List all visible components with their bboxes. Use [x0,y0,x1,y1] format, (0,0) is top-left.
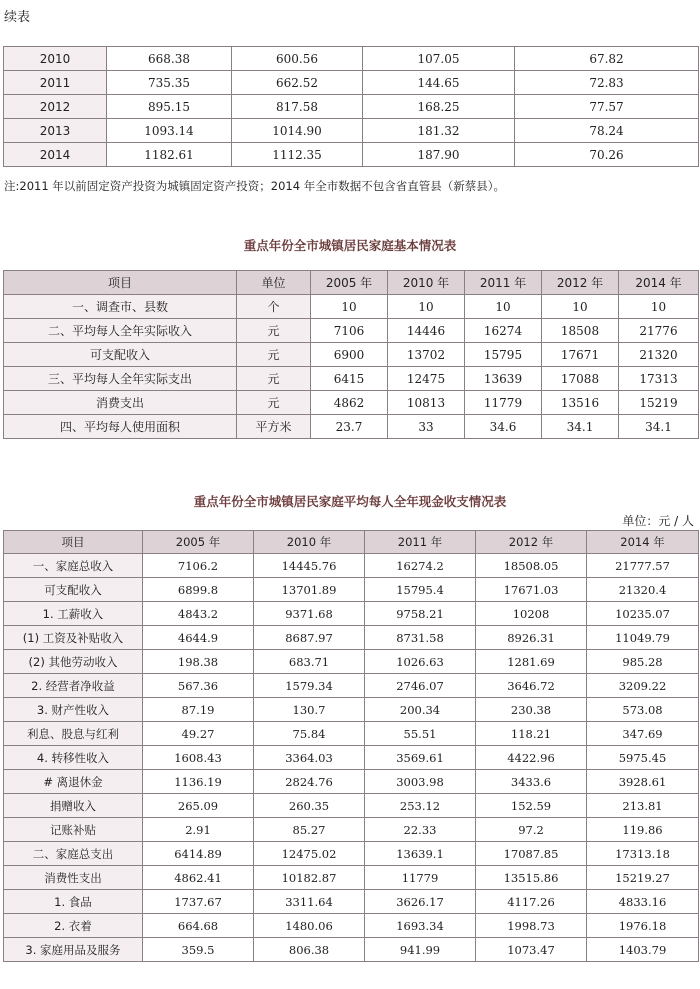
table2-title: 重点年份全市城镇居民家庭平均每人全年现金收支情况表 [193,494,507,509]
table-cell: 3209.22 [587,674,699,698]
table-cell: 2. 衣着 [4,914,143,938]
table-cell: 17088 [542,367,619,391]
household-basic-table [3,270,699,439]
table-cell: 806.38 [254,938,365,962]
table-cell: 67.82 [515,47,699,71]
table-cell: 15795.4 [365,578,476,602]
table-cell: 1976.18 [587,914,699,938]
table-cell: 10 [311,295,388,319]
table-cell: 16274.2 [365,554,476,578]
table-cell: 15219 [619,391,699,415]
table-header-row [4,271,699,295]
table-cell: 利息、股息与红利 [4,722,143,746]
table-cell: 6900 [311,343,388,367]
table-row [4,578,699,602]
table-cell: 单位 [237,271,311,295]
table-cell: 107.05 [363,47,515,71]
table-cell: 二、平均每人全年实际收入 [4,319,237,343]
table-row [4,319,699,343]
table-cell: 2. 经营者净收益 [4,674,143,698]
table-cell: 12475.02 [254,842,365,866]
table-cell: 347.69 [587,722,699,746]
table-row [4,626,699,650]
table-cell: 1093.14 [107,119,232,143]
table-cell: 1. 工薪收入 [4,602,143,626]
table-cell: 3433.6 [476,770,587,794]
table-row [4,391,699,415]
table-row [4,914,699,938]
table-cell: 记账补贴 [4,818,143,842]
table-cell: 消费性支出 [4,866,143,890]
table-cell: 2824.76 [254,770,365,794]
table-cell: 2746.07 [365,674,476,698]
table-cell: 75.84 [254,722,365,746]
table-cell: 10 [465,295,542,319]
table-cell: 1136.19 [143,770,254,794]
table-cell: 16274 [465,319,542,343]
table-cell: 11779 [365,866,476,890]
table-row [4,794,699,818]
table-cell: 13701.89 [254,578,365,602]
table-cell: 2014 [4,143,107,167]
table-cell: 13515.86 [476,866,587,890]
table-cell: 13639.1 [365,842,476,866]
table-row [4,554,699,578]
table-cell: 1608.43 [143,746,254,770]
unit-label: 单位：元 / 人 [622,514,694,528]
table-cell: 817.58 [232,95,363,119]
table-cell: 152.59 [476,794,587,818]
table-cell: 1026.63 [365,650,476,674]
table-cell: 70.26 [515,143,699,167]
table-cell: 130.7 [254,698,365,722]
table-cell: 4843.2 [143,602,254,626]
table-cell: 119.86 [587,818,699,842]
table-cell: 7106.2 [143,554,254,578]
table-cell: 118.21 [476,722,587,746]
table-cell: 668.38 [107,47,232,71]
table-cell: 34.6 [465,415,542,439]
table-cell: 2.91 [143,818,254,842]
table-cell: 662.52 [232,71,363,95]
table1-title: 重点年份全市城镇居民家庭基本情况表 [243,238,457,253]
table-cell: 4644.9 [143,626,254,650]
table-cell: 1073.47 [476,938,587,962]
table-cell: 265.09 [143,794,254,818]
table-cell: 1693.34 [365,914,476,938]
table-cell: 3. 财产性收入 [4,698,143,722]
investment-table-continued [3,46,699,167]
table-cell: 元 [237,367,311,391]
table-cell: 97.2 [476,818,587,842]
table-cell: 6414.89 [143,842,254,866]
table-row [4,698,699,722]
table-cell: 17313 [619,367,699,391]
table-cell: 33 [388,415,465,439]
table-cell: 2013 [4,119,107,143]
table-cell: 21320.4 [587,578,699,602]
table-row [4,746,699,770]
table-cell: 2014 年 [587,531,699,554]
table-cell: 1281.69 [476,650,587,674]
table-cell: 10 [542,295,619,319]
table-cell: 1182.61 [107,143,232,167]
table-cell: 72.83 [515,71,699,95]
table-cell: 15795 [465,343,542,367]
table-cell: 7106 [311,319,388,343]
table-row [4,722,699,746]
table-cell: 14445.76 [254,554,365,578]
table-cell: 187.90 [363,143,515,167]
table-cell: 3646.72 [476,674,587,698]
table-cell: 2010 [4,47,107,71]
table-cell: 2005 年 [143,531,254,554]
table-cell: 2012 年 [476,531,587,554]
table-cell: 683.71 [254,650,365,674]
table-row [4,415,699,439]
table-cell: 项目 [4,531,143,554]
table-cell: 10208 [476,602,587,626]
table-cell: 985.28 [587,650,699,674]
table-cell: 21777.57 [587,554,699,578]
table-cell: 213.81 [587,794,699,818]
table-cell: 9371.68 [254,602,365,626]
table-cell: 2011 年 [365,531,476,554]
table-cell: 2010 年 [254,531,365,554]
table-cell: 4. 转移性收入 [4,746,143,770]
table-cell: 21320 [619,343,699,367]
table-cell: 4862.41 [143,866,254,890]
table-cell: 8687.97 [254,626,365,650]
table-cell: 14446 [388,319,465,343]
table-cell: 260.35 [254,794,365,818]
table-cell: 21776 [619,319,699,343]
table-cell: 13639 [465,367,542,391]
table-cell: 735.35 [107,71,232,95]
table-cell: 18508 [542,319,619,343]
table-cell: 2005 年 [311,271,388,295]
table-cell: 78.24 [515,119,699,143]
table-cell: 17087.85 [476,842,587,866]
table-row [4,770,699,794]
table-cell: 23.7 [311,415,388,439]
table-cell: 4862 [311,391,388,415]
table-cell: 1998.73 [476,914,587,938]
table-cell: 个 [237,295,311,319]
table-cell: 元 [237,391,311,415]
table-row [4,367,699,391]
table-cell: 34.1 [542,415,619,439]
table-row [4,890,699,914]
table-header-row [4,531,699,554]
table-cell: 元 [237,319,311,343]
table-cell: 567.36 [143,674,254,698]
table-cell: # 离退休金 [4,770,143,794]
table-cell: 49.27 [143,722,254,746]
table-cell: 2012 年 [542,271,619,295]
table-cell: 200.34 [365,698,476,722]
table-cell: 一、家庭总收入 [4,554,143,578]
table-row [4,866,699,890]
table-cell: 1480.06 [254,914,365,938]
table-cell: 三、平均每人全年实际支出 [4,367,237,391]
table-cell: 4833.16 [587,890,699,914]
table-row [4,674,699,698]
table-cell: 168.25 [363,95,515,119]
table-cell: 6415 [311,367,388,391]
table-row [4,71,699,95]
table-cell: 项目 [4,271,237,295]
table-cell: 3. 家庭用品及服务 [4,938,143,962]
table-cell: 3311.64 [254,890,365,914]
table-cell: 600.56 [232,47,363,71]
table-cell: 11049.79 [587,626,699,650]
table-row [4,650,699,674]
table-cell: 9758.21 [365,602,476,626]
table-cell: 元 [237,343,311,367]
table-cell: 10 [619,295,699,319]
table-row [4,95,699,119]
table-cell: 3569.61 [365,746,476,770]
table-row [4,818,699,842]
table-cell: 34.1 [619,415,699,439]
table-cell: 181.32 [363,119,515,143]
table-cell: 13516 [542,391,619,415]
table-cell: 12475 [388,367,465,391]
table-row [4,343,699,367]
table-cell: 17671 [542,343,619,367]
table-cell: 8926.31 [476,626,587,650]
table-cell: 10 [388,295,465,319]
table-row [4,47,699,71]
continued-label: 续表 [4,10,31,25]
table-cell: 1. 食品 [4,890,143,914]
table-cell: 2014 年 [619,271,699,295]
table-cell: 2012 [4,95,107,119]
table-cell: 573.08 [587,698,699,722]
table-cell: 平方米 [237,415,311,439]
table-cell: 22.33 [365,818,476,842]
table-cell: 230.38 [476,698,587,722]
table-cell: 17671.03 [476,578,587,602]
table-cell: 144.65 [363,71,515,95]
table-cell: 8731.58 [365,626,476,650]
table-cell: 3928.61 [587,770,699,794]
table-cell: 4117.26 [476,890,587,914]
table-cell: 85.27 [254,818,365,842]
table-row [4,295,699,319]
household-cash-income-expense-table [3,530,699,962]
table-row [4,842,699,866]
table-cell: 可支配收入 [4,578,143,602]
table-note: 注:2011 年以前固定资产投资为城镇固定资产投资；2014 年全市数据不包含省直管县（新蔡县）。 [4,179,505,193]
table-row [4,938,699,962]
table-row [4,143,699,167]
table-cell: 3364.03 [254,746,365,770]
table-cell: 一、调查市、县数 [4,295,237,319]
table-cell: 1112.35 [232,143,363,167]
table-cell: 6899.8 [143,578,254,602]
table-cell: 13702 [388,343,465,367]
table-cell: 1737.67 [143,890,254,914]
table-cell: 77.57 [515,95,699,119]
table-cell: 941.99 [365,938,476,962]
table-cell: 10182.87 [254,866,365,890]
table-cell: 消费支出 [4,391,237,415]
table-cell: 17313.18 [587,842,699,866]
table-cell: 895.15 [107,95,232,119]
table-cell: 15219.27 [587,866,699,890]
table-cell: 2010 年 [388,271,465,295]
table-cell: 87.19 [143,698,254,722]
table-cell: (2) 其他劳动收入 [4,650,143,674]
table-cell: (1) 工资及补贴收入 [4,626,143,650]
table-cell: 1579.34 [254,674,365,698]
table-cell: 3003.98 [365,770,476,794]
table-cell: 1014.90 [232,119,363,143]
table-row [4,119,699,143]
table-row [4,602,699,626]
table-cell: 可支配收入 [4,343,237,367]
table-cell: 10235.07 [587,602,699,626]
table-cell: 5975.45 [587,746,699,770]
table-cell: 664.68 [143,914,254,938]
table-cell: 2011 [4,71,107,95]
table-cell: 55.51 [365,722,476,746]
table-cell: 4422.96 [476,746,587,770]
table-cell: 3626.17 [365,890,476,914]
table-cell: 四、平均每人使用面积 [4,415,237,439]
table-cell: 2011 年 [465,271,542,295]
table-cell: 11779 [465,391,542,415]
table-cell: 198.38 [143,650,254,674]
table-cell: 二、家庭总支出 [4,842,143,866]
table-cell: 253.12 [365,794,476,818]
table-cell: 10813 [388,391,465,415]
table-cell: 18508.05 [476,554,587,578]
table-cell: 1403.79 [587,938,699,962]
table-cell: 捐赠收入 [4,794,143,818]
table-cell: 359.5 [143,938,254,962]
